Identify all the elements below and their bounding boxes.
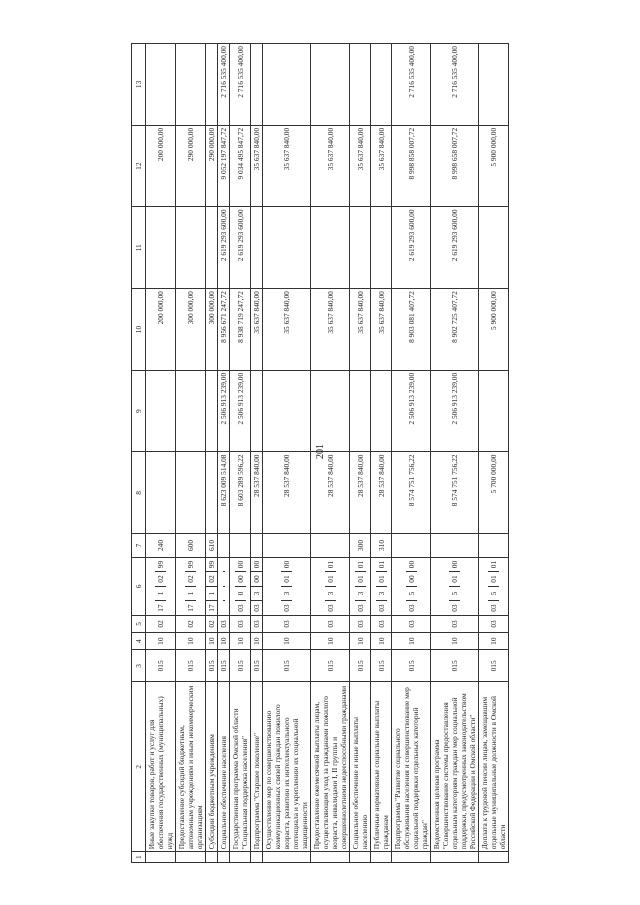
amount-cell: 28 537 840,00: [371, 452, 392, 534]
target-article-code: [311, 557, 350, 615]
column-header-8: 8: [132, 452, 146, 534]
target-article-part: 1: [206, 585, 217, 600]
amount-cell: 2 716 535 400,00: [392, 43, 431, 125]
row-blank-cell: [206, 851, 218, 862]
target-article-part: 1: [155, 585, 166, 600]
table-body: [146, 43, 509, 862]
amount-cell: [371, 370, 392, 452]
row-name: Доплата к трудовой пенсии лицам, замещавшим отдельные муниципальные должности в Омской области: [479, 681, 509, 851]
target-article-code: [392, 557, 431, 615]
target-article-part: 03: [325, 600, 336, 615]
amount-cell: [350, 43, 371, 125]
subsection-code: 03: [431, 615, 479, 632]
expense-type-code: [230, 533, 251, 557]
target-article-part: 99: [186, 560, 195, 568]
target-article-part: 03: [406, 600, 417, 615]
row-blank-cell: [263, 851, 311, 862]
amount-cell: 8 956 671 247,72: [218, 288, 230, 370]
table-row: [230, 43, 251, 862]
table-row: [146, 43, 176, 862]
column-header-11: 11: [132, 206, 146, 288]
subsection-code: 03: [251, 615, 263, 632]
amount-cell: [176, 370, 206, 452]
target-article-code: [350, 557, 371, 615]
row-name: Подпрограмма "Развитие социального обслуживания населения и совершенствование мер социальной поддержки отдельных категорий граждан": [392, 681, 431, 851]
target-article-part: 1: [185, 585, 196, 600]
amount-cell: [176, 206, 206, 288]
table-row: [206, 43, 218, 862]
subsection-code: 02: [146, 615, 176, 632]
amount-cell: 35 637 840,00: [311, 125, 350, 207]
target-article-part: [223, 557, 225, 571]
budget-table-sheet: [131, 43, 509, 863]
amount-cell: 290 000,00: [206, 125, 218, 207]
target-article-part: 01: [325, 571, 336, 586]
amount-cell: 200 000,00: [146, 125, 176, 207]
ministry-code: 015: [146, 649, 176, 681]
amount-cell: 5 900 000,00: [479, 288, 509, 370]
amount-cell: 35 637 840,00: [251, 288, 263, 370]
ministry-code: 015: [392, 649, 431, 681]
target-article-part: 02: [185, 571, 196, 586]
target-article-part: 01: [325, 560, 335, 568]
amount-cell: 8 902 725 407,72: [431, 288, 479, 370]
section-code: 10: [230, 632, 251, 649]
row-name: Предоставление ежемесячной выплаты лицам, осуществляющим уход за гражданами пожилого возраста, инвалидами I, II группы и совершеннолетними недееспособными гражданами: [311, 681, 350, 851]
target-article-code: [218, 557, 230, 615]
table-row: [263, 43, 311, 862]
column-header-1: 1: [132, 851, 146, 862]
row-blank-cell: [371, 851, 392, 862]
amount-cell: 35 637 840,00: [371, 125, 392, 207]
target-article-part: 3: [376, 585, 387, 600]
amount-cell: 2 716 535 400,00: [230, 43, 251, 125]
amount-cell: 290 000,00: [176, 125, 206, 207]
ministry-code: 015: [311, 649, 350, 681]
amount-cell: 2 619 293 600,00: [230, 206, 251, 288]
amount-cell: 28 537 840,00: [350, 452, 371, 534]
amount-cell: 2 506 913 239,00: [218, 370, 230, 452]
row-name: Осуществление мер по совершенствованию коммуникационных связей граждан пожилого возраста, развитию их интеллектуального потенциала и укреплению их социальной защищенности: [263, 681, 311, 851]
expense-type-code: 600: [176, 533, 206, 557]
row-blank-cell: [230, 851, 251, 862]
target-article-part: 99: [156, 560, 165, 568]
amount-cell: 35 637 840,00: [311, 288, 350, 370]
target-article-part: 01: [376, 571, 387, 586]
amount-cell: 200 000,00: [146, 288, 176, 370]
target-article-part: 03: [449, 600, 460, 615]
target-article-part: 17: [155, 600, 166, 615]
ministry-code: 015: [350, 649, 371, 681]
column-header-7: 7: [132, 533, 146, 557]
amount-cell: [206, 452, 218, 534]
amount-cell: 2 506 913 239,00: [392, 370, 431, 452]
amount-cell: 2 619 293 600,00: [392, 206, 431, 288]
target-article-part: 01: [376, 560, 386, 568]
expense-type-code: 240: [146, 533, 176, 557]
column-header-6: 6: [132, 557, 146, 615]
row-name: Социальное обеспечение и иные выплаты населению: [350, 681, 371, 851]
row-name: Иные закупки товаров, работ и услуг для обеспечения государственных (муниципальных) нужд: [146, 681, 176, 851]
row-name: Государственная программа Омской области "Социальная поддержка населения": [230, 681, 251, 851]
target-article-part: [223, 585, 225, 600]
section-code: 10: [371, 632, 392, 649]
target-article-code: [230, 557, 251, 615]
amount-cell: [146, 370, 176, 452]
target-article-part: 03: [235, 600, 246, 615]
section-code: 10: [146, 632, 176, 649]
amount-cell: 9 034 495 847,72: [230, 125, 251, 207]
amount-cell: 300 000,00: [206, 288, 218, 370]
target-article-part: 0: [235, 585, 246, 600]
target-article-part: 01: [489, 560, 498, 568]
target-article-code: [431, 557, 479, 615]
subsection-code: 03: [230, 615, 251, 632]
target-article-code: [251, 557, 263, 615]
amount-cell: [206, 206, 218, 288]
table-row: [479, 43, 509, 862]
row-blank-cell: [431, 851, 479, 862]
column-header-10: 10: [132, 288, 146, 370]
amount-cell: 35 637 840,00: [350, 288, 371, 370]
expense-type-code: [251, 533, 263, 557]
amount-cell: [263, 206, 311, 288]
expense-type-code: [311, 533, 350, 557]
amount-cell: 2 619 293 600,00: [218, 206, 230, 288]
page-number: 201: [315, 444, 326, 459]
section-code: 10: [218, 632, 230, 649]
expense-type-code: [392, 533, 431, 557]
amount-cell: [176, 452, 206, 534]
target-article-part: 5: [406, 585, 417, 600]
target-article-part: 5: [488, 585, 499, 600]
target-article-part: 00: [406, 560, 416, 568]
table-row: [392, 43, 431, 862]
section-code: 10: [206, 632, 218, 649]
subsection-code: 03: [311, 615, 350, 632]
target-article-part: 00: [235, 571, 246, 586]
amount-cell: [206, 43, 218, 125]
amount-cell: [311, 370, 350, 452]
subsection-code: 03: [479, 615, 509, 632]
row-name: Ведомственная целевая программа "Совершенствование системы предоставления отдельным категориям граждан мер социальной поддержки, предусмотренных законодательством Российской Федерации и Омской области": [431, 681, 479, 851]
subsection-code: 03: [350, 615, 371, 632]
target-article-part: 3: [355, 585, 366, 600]
section-code: 10: [479, 632, 509, 649]
target-article-part: 01: [355, 571, 366, 586]
target-article-part: 03: [251, 600, 262, 615]
column-header-4: 4: [132, 632, 146, 649]
expense-type-code: [218, 533, 230, 557]
expense-type-code: [431, 533, 479, 557]
amount-cell: [479, 43, 509, 125]
amount-cell: [479, 370, 509, 452]
ministry-code: 015: [431, 649, 479, 681]
table-row: [350, 43, 371, 862]
amount-cell: [263, 370, 311, 452]
amount-cell: [263, 43, 311, 125]
amount-cell: [251, 370, 263, 452]
ministry-code: 015: [218, 649, 230, 681]
amount-cell: 8 574 751 756,22: [392, 452, 431, 534]
amount-cell: [479, 206, 509, 288]
expense-type-code: [479, 533, 509, 557]
amount-cell: [146, 43, 176, 125]
table-row: [371, 43, 392, 862]
amount-cell: 8 903 081 407,72: [392, 288, 431, 370]
amount-cell: 5 900 000,00: [479, 125, 509, 207]
section-code: 10: [311, 632, 350, 649]
ministry-code: 015: [251, 649, 263, 681]
target-article-part: 00: [235, 560, 245, 568]
table-row: [311, 43, 350, 862]
amount-cell: [251, 43, 263, 125]
amount-cell: 9 052 197 847,72: [218, 125, 230, 207]
amount-cell: [146, 206, 176, 288]
amount-cell: 8 998 858 007,72: [392, 125, 431, 207]
amount-cell: [350, 206, 371, 288]
row-blank-cell: [479, 851, 509, 862]
column-header-13: 13: [132, 43, 146, 125]
amount-cell: [350, 370, 371, 452]
amount-cell: 35 637 840,00: [263, 125, 311, 207]
section-code: 10: [176, 632, 206, 649]
table-row: [431, 43, 479, 862]
amount-cell: 35 637 840,00: [263, 288, 311, 370]
target-article-part: 03: [488, 600, 499, 615]
column-header-2: 2: [132, 681, 146, 851]
amount-cell: 35 637 840,00: [371, 288, 392, 370]
amount-cell: 28 537 840,00: [311, 452, 350, 534]
row-name: Предоставление субсидий бюджетным, автономным учреждениям и иным некоммерческим организациям: [176, 681, 206, 851]
amount-cell: 35 637 840,00: [251, 125, 263, 207]
row-name: Социальное обеспечение населения: [218, 681, 230, 851]
section-code: 10: [350, 632, 371, 649]
ministry-code: 015: [263, 649, 311, 681]
target-article-part: 00: [406, 571, 417, 586]
target-article-part: 03: [281, 600, 292, 615]
target-article-part: 17: [206, 600, 217, 615]
amount-cell: [251, 206, 263, 288]
row-name: Публичные нормативные социальные выплаты гражданам: [371, 681, 392, 851]
amount-cell: 8 998 658 007,72: [431, 125, 479, 207]
target-article-part: 3: [251, 585, 262, 600]
expense-type-code: 610: [206, 533, 218, 557]
ministry-code: 015: [230, 649, 251, 681]
row-blank-cell: [146, 851, 176, 862]
amount-cell: 2 506 913 239,00: [431, 370, 479, 452]
amount-cell: 28 537 840,00: [251, 452, 263, 534]
subsection-code: 02: [176, 615, 206, 632]
row-blank-cell: [251, 851, 263, 862]
target-article-part: [223, 571, 225, 586]
section-code: 10: [392, 632, 431, 649]
section-code: 10: [431, 632, 479, 649]
amount-cell: [176, 43, 206, 125]
budget-table: [131, 43, 509, 863]
amount-cell: 2 506 913 239,00: [230, 370, 251, 452]
expense-type-code: 310: [371, 533, 392, 557]
amount-cell: [146, 452, 176, 534]
subsection-code: 03: [263, 615, 311, 632]
target-article-code: [479, 557, 509, 615]
row-blank-cell: [218, 851, 230, 862]
section-code: 10: [263, 632, 311, 649]
ministry-code: 015: [206, 649, 218, 681]
expense-type-code: 300: [350, 533, 371, 557]
row-name: Субсидии бюджетным учреждениям: [206, 681, 218, 851]
target-article-part: 5: [449, 585, 460, 600]
subsection-code: 03: [218, 615, 230, 632]
table-row: [251, 43, 263, 862]
target-article-part: 03: [355, 600, 366, 615]
section-code: 10: [251, 632, 263, 649]
subsection-code: 03: [392, 615, 431, 632]
amount-cell: 8 603 289 596,22: [230, 452, 251, 534]
amount-cell: [371, 206, 392, 288]
amount-cell: 8 623 009 514,08: [218, 452, 230, 534]
target-article-part: 00: [282, 560, 291, 568]
ministry-code: 015: [371, 649, 392, 681]
amount-cell: 5 700 000,00: [479, 452, 509, 534]
target-article-part: 02: [206, 571, 217, 586]
table-row: [218, 43, 230, 862]
amount-cell: 2 716 535 400,00: [218, 43, 230, 125]
target-article-part: 01: [281, 571, 292, 586]
amount-cell: 2 716 535 400,00: [431, 43, 479, 125]
target-article-part: 01: [355, 560, 365, 568]
row-blank-cell: [176, 851, 206, 862]
target-article-part: 03: [376, 600, 387, 615]
amount-cell: 2 619 293 600,00: [431, 206, 479, 288]
amount-cell: [311, 43, 350, 125]
target-article-part: 00: [252, 560, 261, 568]
target-article-part: 02: [155, 571, 166, 586]
target-article-part: 99: [207, 560, 216, 568]
subsection-code: 03: [371, 615, 392, 632]
column-header-3: 3: [132, 649, 146, 681]
expense-type-code: [263, 533, 311, 557]
amount-cell: [206, 370, 218, 452]
amount-cell: 28 537 840,00: [263, 452, 311, 534]
target-article-code: [146, 557, 176, 615]
target-article-code: [371, 557, 392, 615]
target-article-part: 01: [488, 571, 499, 586]
amount-cell: 35 637 840,00: [350, 125, 371, 207]
amount-cell: [371, 43, 392, 125]
row-blank-cell: [392, 851, 431, 862]
ministry-code: 015: [176, 649, 206, 681]
column-header-5: 5: [132, 615, 146, 632]
amount-cell: 300 000,00: [176, 288, 206, 370]
row-blank-cell: [350, 851, 371, 862]
target-article-part: 3: [325, 585, 336, 600]
column-number-row: [132, 43, 146, 862]
target-article-code: [176, 557, 206, 615]
row-name: Подпрограмма "Старшее поколение": [251, 681, 263, 851]
subsection-code: 02: [206, 615, 218, 632]
amount-cell: [311, 206, 350, 288]
target-article-part: 01: [449, 571, 460, 586]
target-article-code: [263, 557, 311, 615]
target-article-part: 00: [251, 571, 262, 586]
target-article-part: 3: [281, 585, 292, 600]
column-header-12: 12: [132, 125, 146, 207]
table-row: [176, 43, 206, 862]
ministry-code: 015: [479, 649, 509, 681]
row-blank-cell: [311, 851, 350, 862]
target-article-part: 00: [450, 560, 459, 568]
target-article-part: [223, 600, 225, 615]
target-article-part: 17: [185, 600, 196, 615]
target-article-code: [206, 557, 218, 615]
column-header-9: 9: [132, 370, 146, 452]
amount-cell: 8 574 751 756,22: [431, 452, 479, 534]
amount-cell: 8 938 719 247,72: [230, 288, 251, 370]
